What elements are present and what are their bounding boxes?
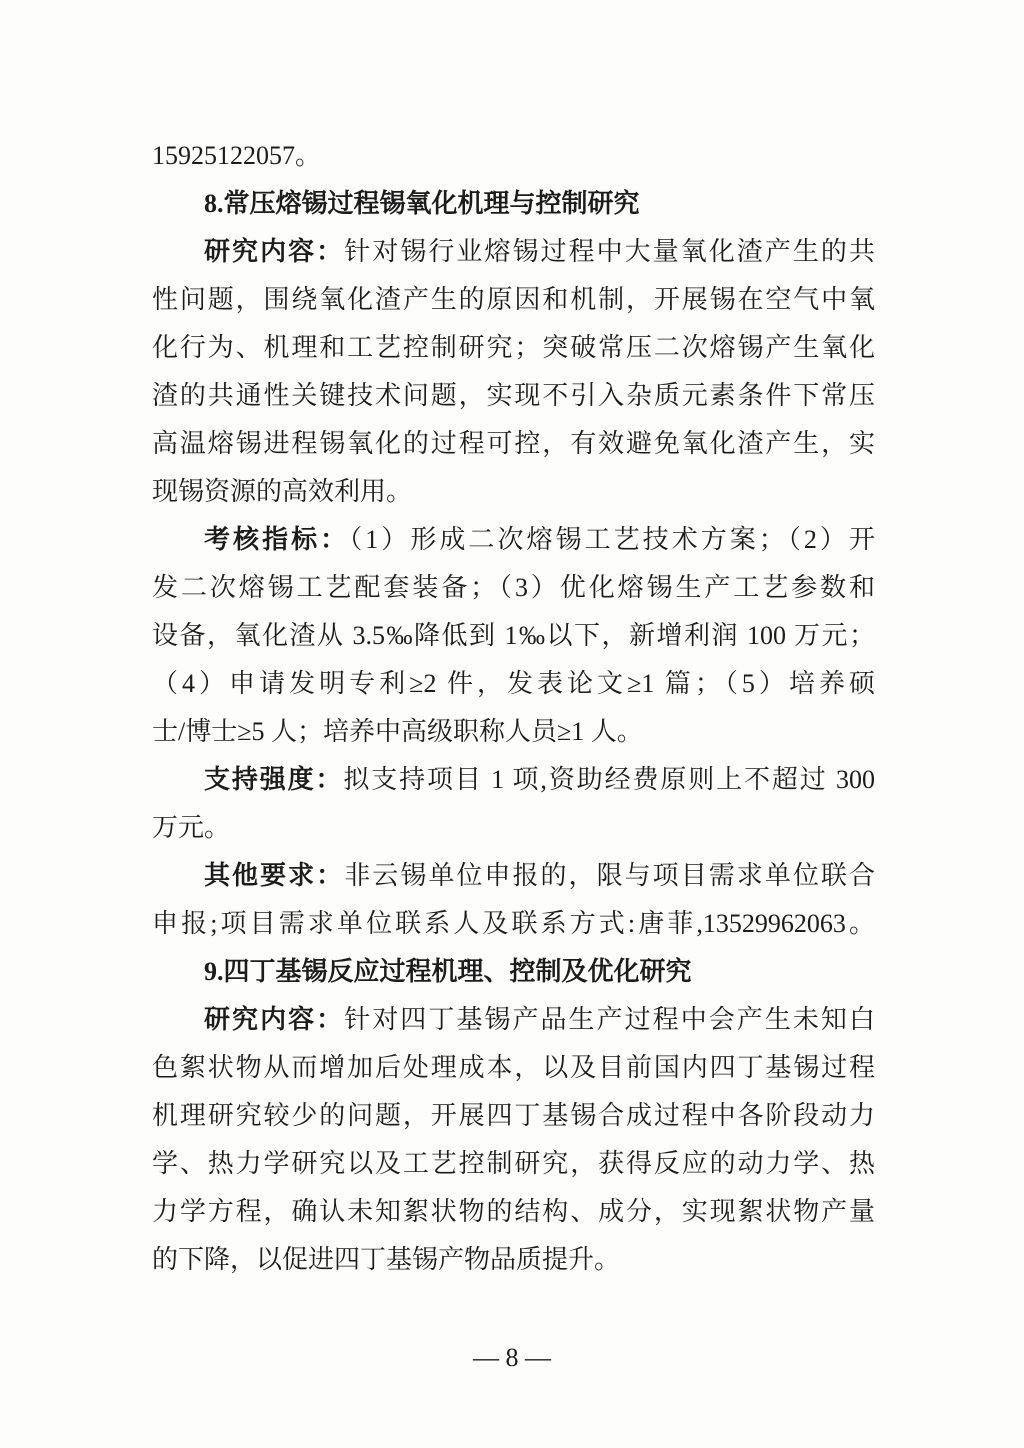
page-footer bbox=[0, 1334, 1024, 1382]
bold-lead-run: 研究内容： bbox=[204, 237, 345, 266]
section-heading bbox=[152, 948, 875, 996]
bold-lead-run: 研究内容： bbox=[204, 1005, 345, 1034]
text-run: 性问题，围绕氧化渣产生的原因和机制，开展锡在空气中氧 bbox=[152, 285, 875, 314]
text-line bbox=[152, 996, 875, 1044]
text-line bbox=[152, 660, 875, 708]
bold-lead-run: 9.四丁基锡反应过程机理、控制及优化研究 bbox=[204, 957, 692, 986]
text-run: 学、热力学研究以及工艺控制研究，获得反应的动力学、热 bbox=[152, 1149, 875, 1178]
text-line bbox=[152, 228, 875, 276]
text-line bbox=[152, 420, 875, 468]
text-run: 万元。 bbox=[152, 813, 231, 842]
text-run: （4）申请发明专利≥2 件，发表论文≥1 篇；（5）培养硕 bbox=[152, 669, 875, 698]
text-line bbox=[152, 468, 875, 516]
text-line bbox=[152, 804, 875, 852]
text-run: 士/博士≥5 人；培养中高级职称人员≥1 人。 bbox=[152, 717, 643, 746]
text-line bbox=[152, 1140, 875, 1188]
text-run: 色絮状物从而增加后处理成本，以及目前国内四丁基锡过程 bbox=[152, 1053, 875, 1082]
text-line bbox=[152, 1044, 875, 1092]
text-line bbox=[152, 756, 875, 804]
bold-lead-run: 其他要求： bbox=[204, 861, 345, 890]
text-run: 机理研究较少的问题，开展四丁基锡合成过程中各阶段动力 bbox=[152, 1101, 875, 1130]
text-run: 15925122057。 bbox=[152, 141, 322, 170]
text-run: 的下降，以促进四丁基锡产物品质提升。 bbox=[152, 1245, 621, 1274]
text-run: 现锡资源的高效利用。 bbox=[152, 477, 413, 506]
text-line bbox=[152, 1092, 875, 1140]
text-line bbox=[152, 324, 875, 372]
text-line bbox=[152, 852, 875, 900]
text-line bbox=[152, 372, 875, 420]
text-run: 设备，氧化渣从 3.5‰降低到 1‰以下，新增利润 100 万元； bbox=[152, 621, 875, 650]
text-line bbox=[152, 1236, 875, 1284]
text-line bbox=[152, 132, 875, 180]
text-run: 高温熔锡进程锡氧化的过程可控，有效避免氧化渣产生，实 bbox=[152, 429, 875, 458]
text-run: 发二次熔锡工艺配套装备；（3）优化熔锡生产工艺参数和 bbox=[152, 573, 875, 602]
text-line bbox=[152, 1188, 875, 1236]
text-line bbox=[152, 708, 875, 756]
text-line bbox=[152, 276, 875, 324]
text-line bbox=[152, 900, 875, 948]
bold-lead-run: 8.常压熔锡过程锡氧化机理与控制研究 bbox=[204, 189, 640, 218]
document-body bbox=[152, 132, 875, 1284]
text-line bbox=[152, 564, 875, 612]
page-number: — 8 — bbox=[473, 1343, 551, 1372]
text-run: 针对四丁基锡产品生产过程中会产生未知白 bbox=[344, 1005, 875, 1034]
text-run: 渣的共通性关键技术问题，实现不引入杂质元素条件下常压 bbox=[152, 381, 875, 410]
text-line bbox=[152, 612, 875, 660]
text-run: 拟支持项目 1 项,资助经费原则上不超过 300 bbox=[343, 765, 875, 794]
bold-lead-run: 支持强度： bbox=[204, 765, 344, 794]
text-line bbox=[152, 516, 875, 564]
section-heading bbox=[152, 180, 875, 228]
text-run: 针对锡行业熔锡过程中大量氧化渣产生的共 bbox=[344, 237, 875, 266]
text-run: （1）形成二次熔锡工艺技术方案；（2）开 bbox=[349, 525, 875, 554]
text-run: 非云锡单位申报的，限与项目需求单位联合 bbox=[344, 861, 875, 890]
bold-lead-run: 考核指标： bbox=[204, 525, 350, 554]
text-run: 申报;项目需求单位联系人及联系方式:唐菲,13529962063。 bbox=[152, 909, 875, 938]
text-run: 力学方程，确认未知絮状物的结构、成分，实现絮状物产量 bbox=[152, 1197, 875, 1226]
text-run: 化行为、机理和工艺控制研究；突破常压二次熔锡产生氧化 bbox=[152, 333, 875, 362]
